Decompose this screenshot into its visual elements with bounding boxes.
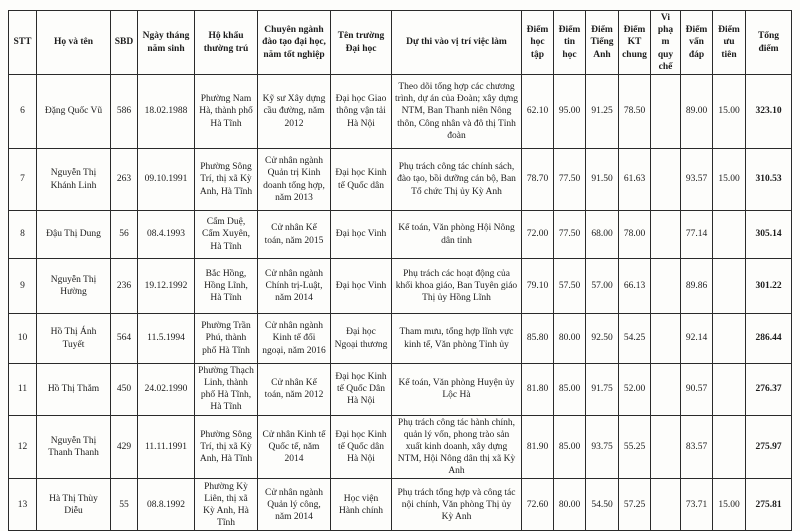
cell-vi-tri: Kế toán, Văn phòng Hội Nông dân tỉnh [392, 211, 522, 259]
cell-diem-van-dap: 73.71 [681, 479, 713, 531]
cell-ho-va-ten: Nguyễn Thị Thanh Thanh [37, 415, 111, 479]
cell-sbd: 586 [111, 75, 138, 149]
cell-sbd: 450 [111, 364, 138, 416]
cell-ho-khau: Phường Sông Trí, thị xã Kỳ Anh, Hà Tĩnh [195, 415, 258, 479]
cell-diem-van-dap: 83.57 [681, 415, 713, 479]
cell-vi-pham [651, 149, 681, 211]
cell-vi-tri: Phụ trách công tác chính sách, đào tạo, bồi dưỡng cán bộ, Ban Tổ chức Thị ủy Kỳ Anh [392, 149, 522, 211]
cell-chuyen-nganh: Cử nhân ngành Quản lý công, năm 2014 [258, 479, 331, 531]
col-header-diem-van-dap: Điểm vấn đáp [681, 11, 713, 75]
table-row [9, 259, 792, 314]
cell-diem-kt-chung: 54.25 [619, 314, 651, 364]
table-body [9, 75, 792, 531]
cell-ho-va-ten: Hà Thị Thùy Diễu [37, 479, 111, 531]
cell-ngay-sinh: 11.11.1991 [138, 415, 195, 479]
cell-diem-tin-hoc: 77.50 [554, 211, 586, 259]
cell-ngay-sinh: 11.5.1994 [138, 314, 195, 364]
cell-stt: 11 [9, 364, 37, 416]
cell-diem-tin-hoc: 95.00 [554, 75, 586, 149]
cell-ngay-sinh: 08.8.1992 [138, 479, 195, 531]
col-header-ho-khau: Hộ khẩu thường trú [195, 11, 258, 75]
cell-diem-tin-hoc: 57.50 [554, 259, 586, 314]
cell-diem-hoc-tap: 62.10 [522, 75, 554, 149]
table-row [9, 314, 792, 364]
cell-diem-van-dap: 89.00 [681, 75, 713, 149]
cell-chuyen-nganh: Cử nhân Kế toán, năm 2015 [258, 211, 331, 259]
cell-tong-diem: 323.10 [746, 75, 792, 149]
table-row [9, 149, 792, 211]
cell-diem-uu-tien: 15.00 [713, 479, 746, 531]
col-header-vi-tri: Dự thi vào vị trí việc làm [392, 11, 522, 75]
cell-vi-pham [651, 259, 681, 314]
cell-diem-kt-chung: 78.50 [619, 75, 651, 149]
cell-ngay-sinh: 24.02.1990 [138, 364, 195, 416]
cell-sbd: 429 [111, 415, 138, 479]
cell-diem-hoc-tap: 79.10 [522, 259, 554, 314]
cell-vi-pham [651, 364, 681, 416]
cell-diem-uu-tien: 15.00 [713, 75, 746, 149]
cell-diem-tieng-anh: 68.00 [586, 211, 619, 259]
col-header-vi-pham: Vi phạm quy chế [651, 11, 681, 75]
cell-truong: Đại học Kinh tế Quốc dân Hà Nội [331, 415, 392, 479]
table-header-row [9, 11, 792, 75]
cell-ngay-sinh: 18.02.1988 [138, 75, 195, 149]
cell-ngay-sinh: 09.10.1991 [138, 149, 195, 211]
cell-diem-tin-hoc: 85.00 [554, 364, 586, 416]
col-header-chuyen-nganh: Chuyên ngành đào tạo đại học, năm tốt nghiệp [258, 11, 331, 75]
col-header-truong: Tên trường Đại học [331, 11, 392, 75]
cell-diem-tin-hoc: 80.00 [554, 314, 586, 364]
col-header-ngay-sinh: Ngày tháng năm sinh [138, 11, 195, 75]
cell-diem-van-dap: 89.86 [681, 259, 713, 314]
col-header-diem-tieng-anh: Điểm Tiếng Anh [586, 11, 619, 75]
table-row [9, 75, 792, 149]
cell-ho-va-ten: Hồ Thị Ánh Tuyết [37, 314, 111, 364]
table-row [9, 364, 792, 416]
cell-sbd: 263 [111, 149, 138, 211]
cell-vi-tri: Tham mưu, tổng hợp lĩnh vực kinh tế, Văn phòng Tỉnh ủy [392, 314, 522, 364]
cell-chuyen-nganh: Cử nhân ngành Chính trị-Luật, năm 2014 [258, 259, 331, 314]
cell-truong: Đại học Kinh tế Quốc dân [331, 149, 392, 211]
cell-ho-va-ten: Đậu Thị Dung [37, 211, 111, 259]
cell-ho-khau: Cẩm Duệ, Cẩm Xuyên, Hà Tĩnh [195, 211, 258, 259]
cell-diem-tieng-anh: 92.50 [586, 314, 619, 364]
cell-ngay-sinh: 08.4.1993 [138, 211, 195, 259]
cell-chuyen-nganh: Cử nhân ngành Kinh tế đối ngoại, năm 2016 [258, 314, 331, 364]
cell-diem-tieng-anh: 91.75 [586, 364, 619, 416]
cell-vi-tri: Theo dõi tổng hợp các chương trình, dự án của Đoàn; xây dựng NTM, Ban Thanh niên Nông thôn, Công nhân và đô thị Tỉnh đoàn [392, 75, 522, 149]
cell-diem-hoc-tap: 72.00 [522, 211, 554, 259]
cell-chuyen-nganh: Cử nhân Kinh tế Quốc tế, năm 2014 [258, 415, 331, 479]
col-header-ho-va-ten: Họ và tên [37, 11, 111, 75]
cell-diem-kt-chung: 66.13 [619, 259, 651, 314]
cell-stt: 6 [9, 75, 37, 149]
cell-ho-khau: Phường Kỳ Liên, thị xã Kỳ Anh, Hà Tĩnh [195, 479, 258, 531]
cell-diem-hoc-tap: 81.80 [522, 364, 554, 416]
cell-stt: 8 [9, 211, 37, 259]
cell-truong: Đại học Vinh [331, 259, 392, 314]
cell-ho-va-ten: Nguyễn Thị Hường [37, 259, 111, 314]
cell-vi-pham [651, 75, 681, 149]
cell-vi-pham [651, 314, 681, 364]
cell-diem-kt-chung: 78.00 [619, 211, 651, 259]
cell-stt: 13 [9, 479, 37, 531]
cell-diem-tieng-anh: 91.50 [586, 149, 619, 211]
cell-vi-tri: Phụ trách tổng hợp và công tác nội chính, Văn phòng Thị ủy Kỳ Anh [392, 479, 522, 531]
cell-diem-van-dap: 92.14 [681, 314, 713, 364]
cell-sbd: 55 [111, 479, 138, 531]
exam-results-table [8, 10, 792, 531]
cell-ho-khau: Phường Thạch Linh, thành phố Hà Tĩnh, Hà Tĩnh [195, 364, 258, 416]
cell-diem-tieng-anh: 91.25 [586, 75, 619, 149]
cell-chuyen-nganh: Cử nhân Kế toán, năm 2012 [258, 364, 331, 416]
cell-truong: Đại học Ngoại thương [331, 314, 392, 364]
cell-diem-van-dap: 77.14 [681, 211, 713, 259]
col-header-stt: STT [9, 11, 37, 75]
cell-diem-tin-hoc: 80.00 [554, 479, 586, 531]
cell-vi-pham [651, 415, 681, 479]
cell-vi-tri: Phụ trách các hoạt động của khối khoa giáo, Ban Tuyên giáo Thị ủy Hồng Lĩnh [392, 259, 522, 314]
cell-chuyen-nganh: Cử nhân ngành Quản trị Kinh doanh tổng hợp, năm 2013 [258, 149, 331, 211]
cell-ho-va-ten: Nguyễn Thị Khánh Linh [37, 149, 111, 211]
cell-diem-uu-tien [713, 314, 746, 364]
cell-truong: Đại học Vinh [331, 211, 392, 259]
cell-tong-diem: 275.97 [746, 415, 792, 479]
cell-tong-diem: 286.44 [746, 314, 792, 364]
cell-tong-diem: 305.14 [746, 211, 792, 259]
cell-ngay-sinh: 19.12.1992 [138, 259, 195, 314]
cell-diem-kt-chung: 55.25 [619, 415, 651, 479]
cell-diem-tieng-anh: 93.75 [586, 415, 619, 479]
cell-ho-va-ten: Hồ Thị Thắm [37, 364, 111, 416]
cell-diem-uu-tien: 15.00 [713, 149, 746, 211]
cell-diem-kt-chung: 57.25 [619, 479, 651, 531]
cell-ho-khau: Phường Nam Hà, thành phố Hà Tĩnh [195, 75, 258, 149]
cell-stt: 7 [9, 149, 37, 211]
cell-truong: Đại học Giao thông vận tải Hà Nội [331, 75, 392, 149]
cell-diem-tin-hoc: 85.00 [554, 415, 586, 479]
col-header-diem-kt-chung: Điểm KT chung [619, 11, 651, 75]
cell-vi-tri: Kế toán, Văn phòng Huyện ủy Lộc Hà [392, 364, 522, 416]
cell-diem-uu-tien [713, 211, 746, 259]
cell-sbd: 236 [111, 259, 138, 314]
cell-ho-va-ten: Đặng Quốc Vũ [37, 75, 111, 149]
cell-vi-tri: Phụ trách công tác hành chính, quản lý vốn, phong trào sản xuất kinh doanh, xây dựng NTM, Hội Nông dân thị xã Kỳ Anh [392, 415, 522, 479]
cell-truong: Đại học Kinh tế Quốc Dân Hà Nội [331, 364, 392, 416]
cell-truong: Học viện Hành chính [331, 479, 392, 531]
cell-sbd: 564 [111, 314, 138, 364]
col-header-diem-uu-tien: Điểm ưu tiên [713, 11, 746, 75]
cell-diem-tieng-anh: 57.00 [586, 259, 619, 314]
cell-diem-van-dap: 93.57 [681, 149, 713, 211]
cell-diem-hoc-tap: 72.60 [522, 479, 554, 531]
cell-diem-van-dap: 90.57 [681, 364, 713, 416]
cell-tong-diem: 276.37 [746, 364, 792, 416]
col-header-tong-diem: Tổng điểm [746, 11, 792, 75]
cell-diem-hoc-tap: 78.70 [522, 149, 554, 211]
cell-ho-khau: Phường Sông Trí, thị xã Kỳ Anh, Hà Tĩnh [195, 149, 258, 211]
cell-diem-uu-tien [713, 415, 746, 479]
table-row [9, 415, 792, 479]
cell-tong-diem: 301.22 [746, 259, 792, 314]
col-header-diem-hoc-tap: Điểm học tập [522, 11, 554, 75]
cell-stt: 9 [9, 259, 37, 314]
cell-chuyen-nganh: Kỹ sư Xây dựng cầu đường, năm 2012 [258, 75, 331, 149]
cell-vi-pham [651, 211, 681, 259]
col-header-sbd: SBD [111, 11, 138, 75]
cell-diem-uu-tien [713, 364, 746, 416]
cell-diem-kt-chung: 61.63 [619, 149, 651, 211]
table-row [9, 211, 792, 259]
cell-diem-tin-hoc: 77.50 [554, 149, 586, 211]
cell-stt: 10 [9, 314, 37, 364]
table-row [9, 479, 792, 531]
cell-ho-khau: Phường Trần Phú, thành phố Hà Tĩnh [195, 314, 258, 364]
cell-stt: 12 [9, 415, 37, 479]
cell-vi-pham [651, 479, 681, 531]
cell-diem-uu-tien [713, 259, 746, 314]
cell-tong-diem: 275.81 [746, 479, 792, 531]
cell-diem-hoc-tap: 85.80 [522, 314, 554, 364]
cell-ho-khau: Bắc Hồng, Hồng Lĩnh, Hà Tĩnh [195, 259, 258, 314]
col-header-diem-tin-hoc: Điểm tin học [554, 11, 586, 75]
cell-sbd: 56 [111, 211, 138, 259]
cell-diem-kt-chung: 52.00 [619, 364, 651, 416]
cell-diem-hoc-tap: 81.90 [522, 415, 554, 479]
cell-tong-diem: 310.53 [746, 149, 792, 211]
cell-diem-tieng-anh: 54.50 [586, 479, 619, 531]
